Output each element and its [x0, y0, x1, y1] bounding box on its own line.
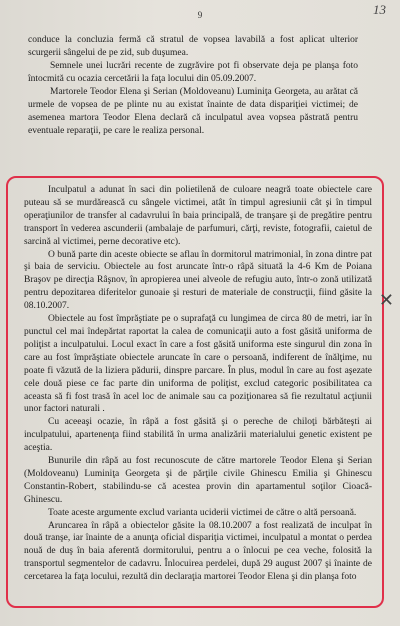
highlighted-section: [6, 176, 384, 608]
paragraph: Semnele unei lucrări recente de zugrăvire pot fi observate deja pe planşa foto întocmită cu ocazia cercetării la faţa locului din 05.09.2007.: [28, 61, 358, 84]
paragraph: O bună parte din aceste obiecte se aflau în dormitorul matrimonial, în zona dintre pat şi baia de serviciu. Obiectele au fost aruncate într-o râpă situată la 4-6 Km de Poiana Braşov pe direcţia Râşnov, în apropierea unei alveole de refugiu auto, într-o zonă utilizată pentru depozitarea diferitelor gunoaie şi resturi de materiale de construcţii, fiind găsite la 08.10.2007.: [24, 249, 372, 312]
margin-x-mark: ✕: [378, 290, 394, 311]
paragraph: Bunurile din râpă au fost recunoscute de către martorele Teodor Elena şi Serian (Moldoveanu) Luminiţa Georgeta şi de părţile civile Ghinescu Emilia şi Ghinescu Constantin-Robert, stabilindu-se că acestea provin din apartamentul soţilor Cioacă-Ghinescu.: [24, 456, 372, 505]
top-text-block: [28, 34, 358, 138]
paragraph: conduce la concluzia fermă că stratul de vopsea lavabilă a fost aplicat ulterior scurgerii sângelui de pe zid, sub duşumea.: [28, 35, 358, 58]
paragraph: Inculpatul a adunat în saci din polietilenă de culoare neagră toate obiectele care puteau să se murdărească cu sângele victimei, atât în timpul agresiunii cât şi în timpul operaţiunilor de transfer al cadavrului în baia principală, de tranşare şi de pregătire pentru transport în vederea ascunderii (ambalaje de parfumuri, cărţi, reviste, fotografii, caietul de sarcină al victimei, perne decorative etc).: [24, 185, 372, 247]
handwritten-page-mark: 13: [373, 2, 386, 17]
page-number: 9: [197, 10, 203, 20]
paragraph: Martorele Teodor Elena şi Serian (Moldoveanu) Luminiţa Georgeta, au arătat că urmele de vopsea de pe plinte nu au existat înainte de data dispariţiei victimei; de asemenea martora Teodor Elena declară că inculpatul avea vopsea păstrată pentru eventuale reparaţii, pe care le realiza personal.: [28, 87, 358, 136]
paragraph: Obiectele au fost împrăştiate pe o suprafaţă cu lungimea de circa 80 de metri, iar în punctul cel mai îndepărtat raportat la calea de comunicaţii auto a fost găsită uniforma de poliţist a inculpatului. Locul exact în care a fost găsită uniforma este singurul din zona în care au fost împrăştiate obiectele aruncate în care o persoană, indiferent de înălţime, nu poate fi văzută de la liziera pădurii, dinspre parcare. În plus, modul în care au fost aşezate cele două piese ce fac parte din uniforma de poliţist, exclud categoric posibilitatea ca aceasta să fi fost trasă în acel loc de animale sau ca poziţionarea să fie rezultatul acţiunii unor factori naturali .: [24, 314, 372, 415]
paragraph: Aruncarea în râpă a obiectelor găsite la 08.10.2007 a fost realizată de inculpat în două tranşe, iar înainte de a anunţa oficial dispariţia victimei, inculpatul a montat o perdea nouă de duş în baia aferentă dormitorului, pentru a o înlocui pe cea veche, folosită la transportul segmentelor de cadavru. Înlocuirea perdelei, după 29 august 2007 şi înainte de cercetarea la faţa locului, rezultă din declaraţia martorei Teodor Elena şi din planşa foto: [24, 520, 372, 583]
paragraph: Toate aceste argumente exclud varianta uciderii victimei de către o altă persoană.: [48, 507, 357, 518]
paragraph: Cu aceeaşi ocazie, în râpă a fost găsită şi o pereche de chiloţi bărbăteşti ai inculpatului, apartenenţa fiind stabilită în urma analizării materialului genetic existent pe aceştia.: [24, 417, 372, 454]
